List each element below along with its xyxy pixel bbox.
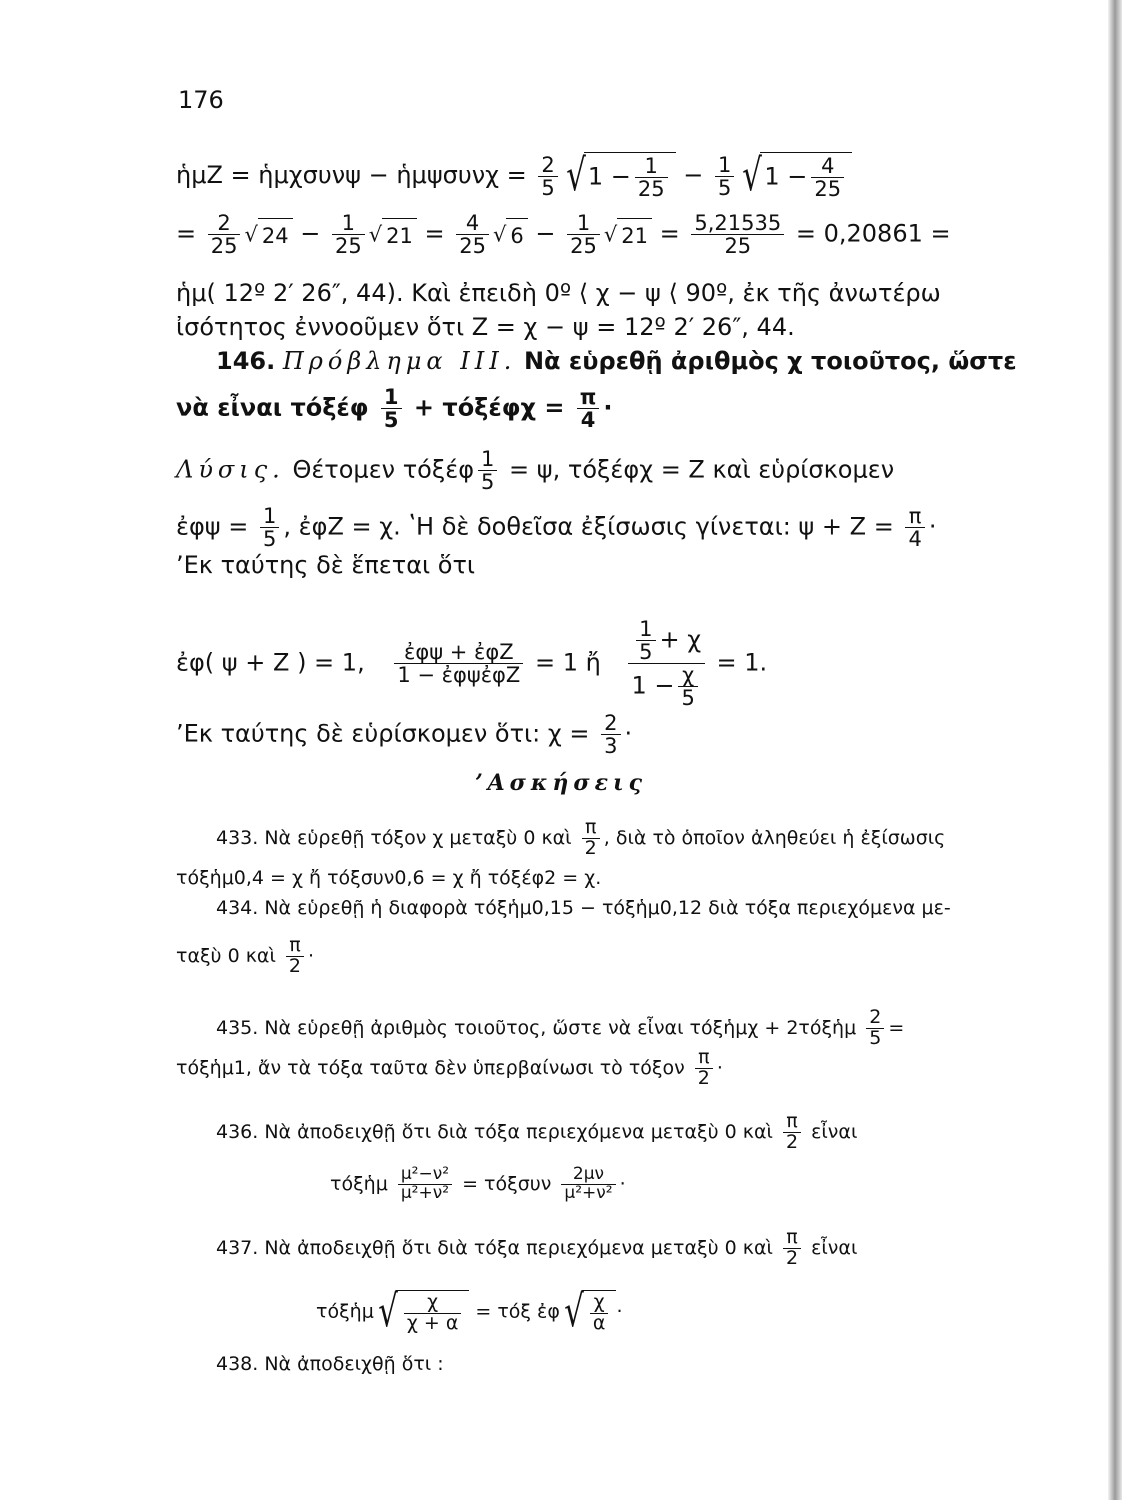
fraction: $\frac{2}{3}$ [601,712,620,757]
fraction: $\frac{\text{ἐφψ + ἐφZ}}{\text{1 − ἐφψἐφZ}}$ [394,641,523,686]
problem-heading [216,346,1017,376]
exercise-433 [216,818,945,859]
problem-text: νὰ εἶναι τόξέφ [176,393,369,422]
radicand: 1 − $\frac{1}{25}$ [584,152,676,200]
fraction: $\frac{5,21535}{25}$ [691,212,784,257]
radicand: $\frac{\chi}{\alpha}$ [582,1290,617,1334]
fraction: $\frac{\pi}{2}$ [783,1228,801,1269]
fraction: $\frac{\pi}{4}$ [905,505,924,550]
fraction: $\frac{1}{5}$ [260,505,279,550]
exercise-text: εἶναι [811,1236,858,1259]
solution-line-1 [176,448,894,493]
section-heading: ʼΑσκήσεις [474,770,648,796]
equation-line-1 [176,152,852,200]
exercise-436 [216,1112,857,1153]
page-edge-shadow [1108,0,1122,1500]
problem-number: 146. [216,347,276,375]
exercise-text: 433. Νὰ εὑρεθῇ τόξον χ μεταξὺ 0 καὶ [216,826,572,849]
exercise-437-formula: τόξἡμ√ $\frac{\chi}{\chi + \alpha}$ = τόξ ἐφ√ $\frac{\chi}{\alpha}$ · [316,1286,623,1337]
exercise-text: , διὰ τὸ ὁποῖον ἀληθεύει ἡ ἐξίσωσις [603,826,946,849]
fraction: $\frac{\pi}{2}$ [783,1112,801,1153]
radicand: 24 [258,218,293,251]
compound-fraction: $\frac{1}{5}$ + χ 1 − $\frac{\chi}{5}$ [628,618,704,709]
exercise-text: ταξὺ 0 καὶ [176,944,276,967]
radical-sign: √ [565,150,586,202]
problem-label: Πρόβλημα III. [282,347,517,375]
solution-line-3: ʼΕκ ταύτης δὲ ἕπεται ὅτι [176,551,476,579]
equals: = [659,219,680,248]
formula-text: = τόξσυν [462,1172,552,1195]
exercise-436-formula: τόξἡμ $\frac{\text{μ²−ν²}}{\text{μ²+ν²}}$ = τόξσυν $\frac{2\mu\nu}{\text{μ²+ν²}}$ · [330,1164,626,1203]
radical-sign: √ [742,150,763,202]
exercise-text: 436. Νὰ ἀποδειχθῇ ὅτι διὰ τόξα περιεχόμενα μεταξὺ 0 καὶ [216,1120,773,1143]
fraction: $\frac{2\mu\nu}{\text{μ²+ν²}}$ [561,1166,615,1203]
exercise-435-line-2: τόξἡμ1, ἄν τὰ τόξα ταῦτα δὲν ὑπερβαίνωσι τὸ τόξον $\frac{\pi}{2}$ · [176,1046,723,1089]
solution-text: ἐφψ = [176,512,249,541]
fraction: $\frac{\pi}{4}$ [577,386,600,431]
fraction: $\frac{2}{5}$ [866,1008,884,1049]
fraction: $\frac{\text{μ²−ν²}}{\text{μ²+ν²}}$ [398,1166,452,1203]
problem-text: + τόξέφχ = [413,393,565,422]
solution-result: ʼΕκ ταύτης δὲ εὑρίσκομεν ὅτι: χ = $\frac{2}{3}$ · [176,711,633,759]
formula-text: τόξἡμ [316,1300,374,1323]
fraction: $\frac{1}{5}$ [715,154,734,199]
solution-text: Θέτομεν τόξέφ [292,455,475,484]
problem-text: Νὰ εὑρεθῇ ἀριθμὸς χ τοιοῦτος, ὥστε [523,347,1017,375]
fraction: $\frac{\pi}{2}$ [582,818,600,859]
equation-tangent-sum [176,618,767,709]
exercise-437 [216,1228,857,1269]
fraction: $\frac{2}{25}$ [208,212,241,257]
minus: − [683,161,704,190]
solution-text: = ψ, τόξέφχ = Z καὶ εὑρίσκομεν [509,455,895,484]
fraction: $\frac{1}{5}$ [478,448,497,493]
equation-text: ἐφ( ψ + Z ) = 1, [176,648,365,677]
fraction: $\frac{\pi}{2}$ [286,936,304,977]
text-line-4: ἰσότητος ἐννοοῦμεν ὅτι Z = χ − ψ = 12º 2′ 26″, 44. [176,313,795,341]
equation-text: = 0,20861 = [795,219,951,248]
solution-text: ʼΕκ ταύτης δὲ εὑρίσκομεν ὅτι: χ = [176,719,590,748]
fraction: $\frac{1}{25}$ [567,212,600,257]
exercise-434: 434. Νὰ εὑρεθῇ ἡ διαφορὰ τόξἡμ0,15 − τόξἡμ0,12 διὰ τόξα περιεχόμενα με- [216,897,951,919]
radicand: 6 [506,218,527,251]
exercise-text: 437. Νὰ ἀποδειχθῇ ὅτι διὰ τόξα περιεχόμενα μεταξὺ 0 καὶ [216,1236,773,1259]
exercise-text: 435. Νὰ εὑρεθῇ ἀριθμὸς τοιοῦτος, ὥστε νὰ εἶναι τόξἡμχ + 2τόξἡμ [216,1016,857,1039]
radical-sign: √ [378,1286,398,1337]
minus: − [535,219,556,248]
exercise-435: 435. Νὰ εὑρεθῇ ἀριθμὸς τοιοῦτος, ὥστε νὰ εἶναι τόξἡμχ + 2τόξἡμ $\frac{2}{5}$ = [216,1006,905,1049]
formula-text: τόξἡμ [330,1172,388,1195]
equals: = [424,219,445,248]
equation-text: ἡμZ = ἡμχσυνψ − ἡμψσυνχ = [176,161,527,190]
equation-text: = 1. [716,648,768,677]
exercise-434-line-2: ταξὺ 0 καὶ $\frac{\pi}{2}$ · [176,934,315,977]
radical-sign: √ [564,1286,584,1337]
exercise-433-line-2: τόξἡμ0,4 = χ ἤ τόξσυν0,6 = χ ἤ τόξέφ2 = χ. [176,867,602,889]
exercise-text: εἶναι [811,1120,858,1143]
minus: − [300,219,321,248]
text-line-3: ἡμ( 12º 2′ 26″, 44). Καὶ ἐπειδὴ 0º ⟨ χ − ψ ⟨ 90º, ἐκ τῆς ἀνωτέρω [176,279,941,307]
radicand: 21 [617,218,652,251]
problem-line-2: νὰ εἶναι τόξέφ $\frac{1}{5}$ + τόξέφχ = $\frac{\pi}{4}$ · [176,385,613,433]
radicand: 1 − $\frac{4}{25}$ [760,152,852,200]
radicand: $\frac{\chi}{\chi + \alpha}$ [396,1290,470,1334]
page-number: 176 [178,86,224,114]
solution-line-2: ἐφψ = $\frac{1}{5}$ , ἐφZ = χ. ʽΗ δὲ δοθεῖσα ἐξίσωσις γίνεται: ψ + Z = $\frac{\pi}{4}$ · [176,504,937,552]
fraction: $\frac{4}{25}$ [456,212,489,257]
fraction: $\frac{1}{5}$ [381,386,402,431]
equation-text: = 1 ἤ [534,648,601,677]
fraction: $\frac{2}{5}$ [538,154,557,199]
equation-line-2: = $\frac{2}{25}$ √ 24 − $\frac{1}{25}$ √ 21 = $\frac{4}{25}$ √ 6 − $\frac{1}{25}$ √ 21 = $\frac{5,21535}{25}$ = 0,20861 = [176,211,951,259]
fraction: $\frac{\pi}{2}$ [695,1048,713,1089]
formula-text: = τόξ ἐφ [475,1300,560,1323]
solution-label: Λύσις. [176,455,285,484]
fraction: $\frac{1}{25}$ [332,212,365,257]
solution-text: , ἐφZ = χ. ʽΗ δὲ δοθεῖσα ἐξίσωσις γίνεται: ψ + Z = [283,512,894,541]
exercise-438: 438. Νὰ ἀποδειχθῇ ὅτι : [216,1353,444,1375]
radicand: 21 [382,218,417,251]
exercise-text: τόξἡμ1, ἄν τὰ τόξα ταῦτα δὲν ὑπερβαίνωσι τὸ τόξον [176,1056,685,1079]
equals: = [176,219,197,248]
